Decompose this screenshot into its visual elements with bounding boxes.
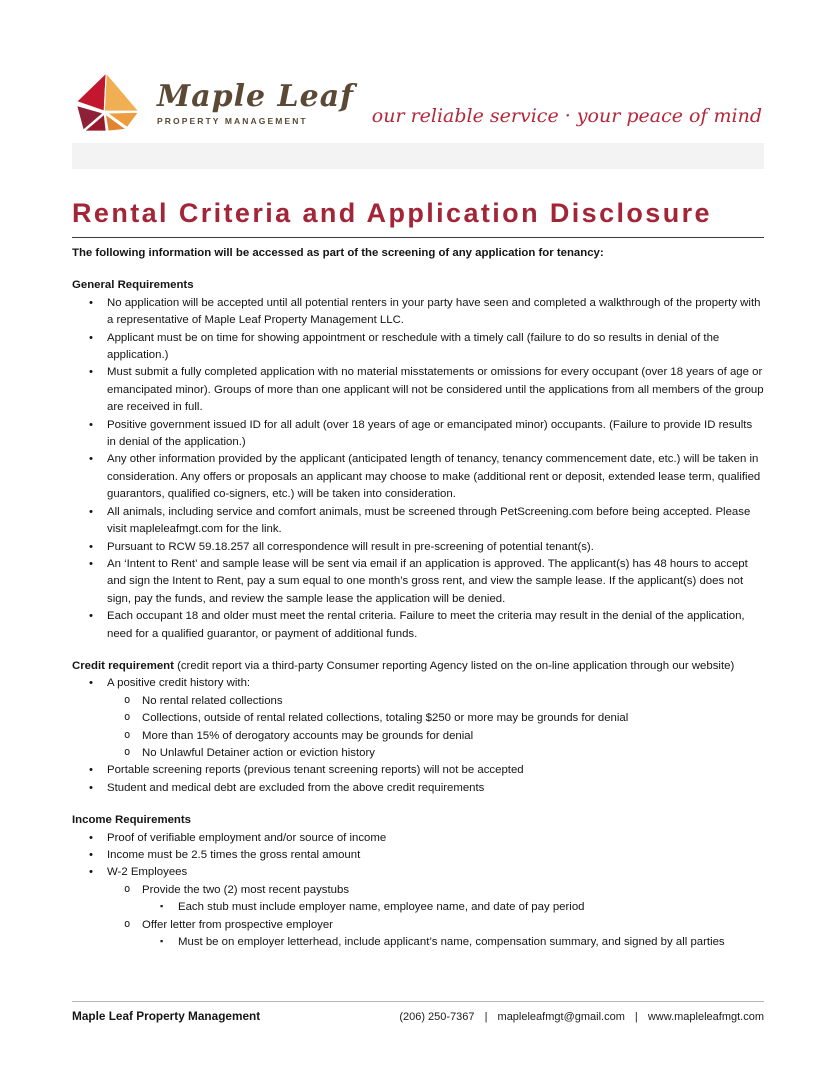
bullet-item: [72, 504, 764, 539]
bullet-item: [107, 693, 764, 710]
bullet-text: Any other information provided by the applicant (anticipated length of tenancy, tenancy commencement date, etc.) will be taken in consideration. Any offers or proposals an applicant may choose to make (additional rent or deposit, extended lease term, qualified guarantors, qualified co-signers, etc.) will be taken into consideration.: [107, 453, 761, 501]
document-footer: [72, 1001, 764, 1026]
bullet-text: Each stub must include employer name, employee name, and date of pay period: [178, 901, 585, 914]
bullet-text: W-2 Employees: [107, 866, 188, 879]
sections-container: [72, 277, 764, 951]
bullet-item: [72, 762, 764, 779]
bullet-item: [72, 539, 764, 556]
section-heading: [72, 658, 764, 675]
brand-name: Maple Leaf: [157, 79, 355, 114]
bullet-text: Must be on employer letterhead, include applicant’s name, compensation summary, and signed by all parties: [178, 936, 725, 949]
footer-contact: [399, 1009, 764, 1026]
footer-phone: (206) 250-7367: [399, 1011, 475, 1023]
bullet-text: No rental related collections: [142, 694, 283, 707]
header-band: [72, 143, 764, 169]
footer-rule: [72, 1001, 764, 1002]
bullet-text: Portable screening reports (previous tenant screening reports) will not be accepted: [107, 764, 524, 777]
bullet-list-level-2: [107, 693, 764, 763]
bullet-text: Income must be 2.5 times the gross rental amount: [107, 849, 361, 861]
bullet-item: [107, 728, 764, 745]
footer-website: www.mapleleafmgt.com: [647, 1011, 764, 1023]
bullet-item: [72, 780, 764, 797]
house-logo-icon: [72, 70, 150, 137]
bullet-list-level-1: [72, 675, 764, 797]
bullet-list-level-3: [142, 899, 764, 916]
page-title: Rental Criteria and Application Disclosure: [72, 198, 712, 228]
bullet-item: [72, 330, 764, 365]
bullet-text: Each occupant 18 and older must meet the rental criteria. Failure to meet the criteria may result in the denial of the application, need for a qualified guarantor, or payment of additional funds.: [107, 610, 745, 640]
bullet-list-level-2: [107, 882, 764, 952]
section-heading-bold: General Requirements: [72, 279, 194, 292]
bullet-item: [142, 899, 764, 916]
bullet-item: [72, 417, 764, 452]
brand-tagline: our reliable service · your peace of mind: [371, 105, 762, 127]
bullet-item: [72, 675, 764, 762]
bullet-item: [72, 364, 764, 416]
bullet-item: [72, 295, 764, 330]
bullet-item: [107, 882, 764, 917]
maple-leaf-logo: [72, 62, 354, 137]
bullet-text: Proof of verifiable employment and/or source of income: [107, 831, 387, 844]
footer-row: [72, 1008, 764, 1026]
footer-separator: |: [484, 1011, 488, 1023]
bullet-text: Positive government issued ID for all adult (over 18 years of age or emancipated minor) occupants. (Failure to provide ID results in denial of the application.): [107, 418, 753, 449]
section-heading-bold: Credit requirement: [72, 659, 174, 672]
brand-text-block: [157, 79, 355, 130]
bullet-item: [72, 864, 764, 951]
bullet-text: An ‘Intent to Rent’ and sample lease will be sent via email if an application is approved. The applicant(s) has 48 hours to accept and sign the Intent to Rent, pay a sum equal to one month’s gross rent, and view the sample lease. If the applicant(s) does not sign, pay the funds, and review the sample lease the application will be denied.: [107, 557, 748, 605]
section-heading: [72, 812, 764, 829]
bullet-item: [72, 847, 764, 864]
section-2: [72, 812, 764, 951]
document-body: [72, 197, 764, 951]
bullet-item: [72, 451, 764, 503]
bullet-text: Must submit a fully completed application with no material misstatements or omissions for every occupant (over 18 years of age or emancipated minor). Groups of more than one applicant will not be considered until the applications from all members of the group are received in full.: [107, 366, 764, 414]
document-header: [72, 62, 764, 172]
bullet-list-level-1: [72, 830, 764, 952]
brand-subtitle: PROPERTY MANAGEMENT: [157, 116, 308, 126]
bullet-item: [107, 710, 764, 727]
footer-company: Maple Leaf Property Management: [72, 1009, 261, 1023]
bullet-text: Collections, outside of rental related collections, totaling $250 or more may be grounds for denial: [142, 712, 629, 725]
bullet-text: Pursuant to RCW 59.18.257 all correspondence will result in pre-screening of potential tenant(s).: [107, 540, 594, 553]
bullet-item: [142, 934, 764, 951]
bullet-text: No Unlawful Detainer action or eviction history: [142, 746, 375, 759]
bullet-list-level-1: [72, 295, 764, 643]
section-heading-bold: Income Requirements: [72, 814, 192, 827]
bullet-item: [72, 608, 764, 643]
footer-email: mapleleafmgt@gmail.com: [497, 1011, 625, 1023]
bullet-text: Student and medical debt are excluded from the above credit requirements: [107, 781, 485, 794]
bullet-list-level-3: [142, 934, 764, 951]
section-heading-rest: (credit report via a third-party Consumer reporting Agency listed on the on-line application through our website): [173, 659, 735, 672]
bullet-item: [72, 830, 764, 847]
bullet-text: A positive credit history with:: [107, 677, 251, 690]
footer-separator: |: [634, 1011, 638, 1023]
bullet-item: [72, 556, 764, 608]
section-heading: [72, 277, 764, 294]
bullet-text: More than 15% of derogatory accounts may be grounds for denial: [142, 729, 474, 742]
section-1: [72, 658, 764, 797]
bullet-item: [107, 745, 764, 762]
title-rule: [72, 237, 764, 238]
intro-text: The following information will be accessed as part of the screening of any application for tenancy:: [72, 247, 604, 259]
bullet-text: Offer letter from prospective employer: [142, 918, 333, 931]
section-0: [72, 277, 764, 643]
bullet-text: Provide the two (2) most recent paystubs: [142, 883, 350, 896]
bullet-text: All animals, including service and comfort animals, must be screened through PetScreening.com before being accepted. Please visit mapleleafmgt.com for the link.: [107, 505, 751, 536]
bullet-text: Applicant must be on time for showing appointment or reschedule with a timely call (failure to do so results in denial of the application.): [107, 331, 720, 362]
bullet-text: No application will be accepted until all potential renters in your party have seen and completed a walkthrough of the property with a representative of Maple Leaf Property Management LLC.: [107, 296, 761, 327]
bullet-item: [107, 917, 764, 952]
